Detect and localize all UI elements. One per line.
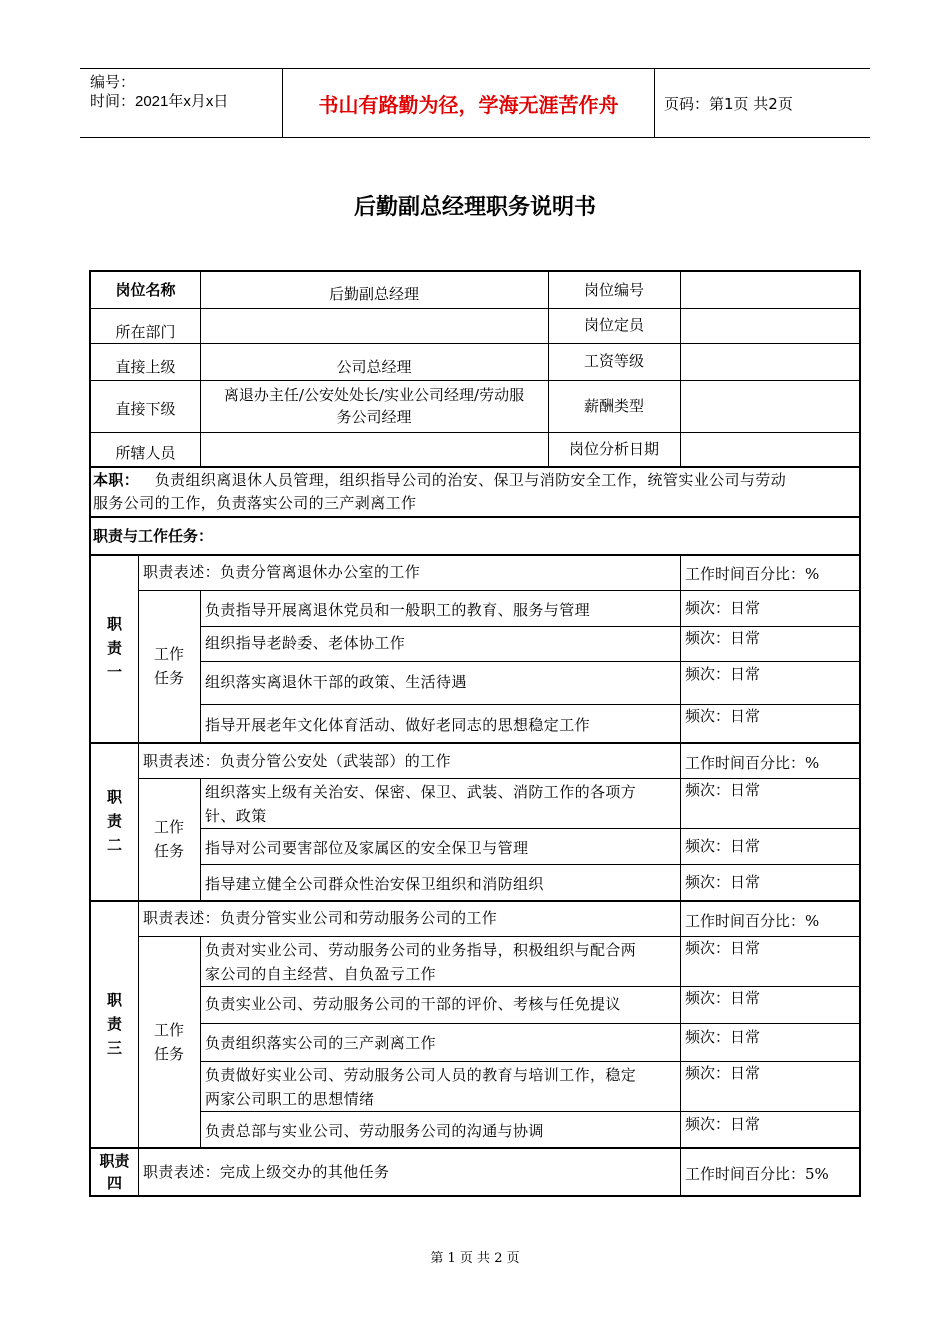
duty-label-char: 职责 [99, 1152, 130, 1170]
task-text [200, 780, 680, 828]
subordinates-line: 务公司经理 [336, 408, 412, 426]
duty-1-time-percent: 工作时间百分比：% [685, 564, 820, 583]
staff-value [200, 432, 548, 466]
duty-label-char: 四 [106, 1174, 122, 1192]
superior-value: 公司总经理 [336, 358, 412, 376]
duty-label-char: 三 [106, 1038, 122, 1057]
task-text-line: 负责对实业公司、劳动服务公司的业务指导，积极组织与配合两 [205, 941, 637, 959]
pay-type-label: 薪酬类型 [583, 396, 644, 415]
task-frequency: 频次：日常 [685, 1115, 761, 1133]
subordinates-value [200, 384, 548, 432]
task-text-line: 负责做好实业公司、劳动服务公司人员的教育与培训工作，稳定 [205, 1066, 637, 1084]
duties-heading: 职责与工作任务： [93, 526, 214, 545]
department-label: 所在部门 [115, 322, 176, 341]
task-frequency: 频次：日常 [685, 872, 761, 891]
task-frequency: 频次：日常 [685, 665, 761, 683]
header-meta [80, 69, 282, 137]
work-tasks-label-line: 工作 [153, 1020, 184, 1039]
task-text: 负责总部与实业公司、劳动服务公司的沟通与协调 [205, 1121, 544, 1140]
document-date: 时间：2021年x月x日 [90, 93, 229, 110]
duty-3-statement: 职责表述：负责分管实业公司和劳动服务公司的工作 [143, 908, 498, 927]
task-frequency: 频次：日常 [685, 939, 761, 957]
duty-3-time-percent: 工作时间百分比：% [685, 911, 820, 930]
duty-2-label [91, 742, 138, 900]
position-code-value [680, 272, 859, 308]
duty-2-time-percent: 工作时间百分比：% [685, 753, 820, 772]
job-summary [93, 469, 857, 517]
position-name-value: 后勤副总经理 [328, 284, 419, 303]
task-frequency: 频次：日常 [685, 598, 761, 617]
duty-label-char: 职 [106, 615, 122, 633]
header-motto: 书山有路勤为径，学海无涯苦作舟 [282, 69, 655, 137]
task-text [200, 1063, 680, 1111]
duty-4-label [91, 1147, 138, 1197]
task-text: 负责实业公司、劳动服务公司的干部的评价、考核与任免提议 [205, 995, 621, 1013]
task-text: 指导建立健全公司群众性治安保卫组织和消防组织 [205, 874, 544, 893]
task-frequency: 频次：日常 [685, 1064, 761, 1082]
task-frequency: 频次：日常 [685, 707, 761, 725]
task-text-line: 针、政策 [205, 807, 267, 825]
task-text-line: 家公司的自主经营、自负盈亏工作 [205, 965, 437, 983]
task-frequency: 频次：日常 [685, 629, 761, 647]
duty-1-label [91, 554, 138, 742]
job-summary-text: 服务公司的工作，负责落实公司的三产剥离工作 [93, 494, 417, 512]
task-text: 组织落实离退休干部的政策、生活待遇 [205, 673, 467, 691]
duty-label-char: 责 [106, 812, 122, 830]
task-text: 组织指导老龄委、老体协工作 [205, 634, 406, 652]
duty-4-time-percent: 工作时间百分比：5% [685, 1164, 829, 1183]
task-text-line: 组织落实上级有关治安、保密、保卫、武装、消防工作的各项方 [205, 783, 637, 801]
job-description-table [89, 270, 861, 1197]
work-tasks-label-line: 工作 [153, 818, 184, 836]
duty-label-char: 责 [106, 639, 122, 657]
duty-label-char: 二 [106, 836, 122, 854]
headcount-label: 岗位定员 [583, 316, 644, 334]
position-name-label: 岗位名称 [115, 280, 176, 299]
task-text: 负责指导开展离退休党员和一般职工的教育、服务与管理 [205, 600, 591, 619]
task-frequency: 频次：日常 [685, 836, 761, 855]
duty-label-char: 责 [106, 1014, 122, 1033]
document-number-label: 编号： [90, 74, 136, 91]
task-frequency: 频次：日常 [685, 781, 761, 799]
duty-3-label [91, 900, 138, 1147]
job-summary-text: 负责组织离退休人员管理，组织指导公司的治安、保卫与消防安全工作，统管实业公司与劳动 [154, 471, 787, 489]
page-footer: 第 1 页 共 2 页 [430, 1251, 520, 1266]
task-text-line: 两家公司职工的思想情绪 [205, 1090, 375, 1108]
document-title: 后勤副总经理职务说明书 [353, 195, 596, 220]
analysis-date-label: 岗位分析日期 [568, 439, 659, 458]
job-summary-label: 本职： [93, 471, 140, 489]
staff-label: 所辖人员 [115, 443, 176, 462]
analysis-date-value [680, 432, 859, 466]
page-header [80, 68, 870, 138]
task-frequency: 频次：日常 [685, 989, 761, 1007]
subordinates-line: 离退办主任/公安处处长/实业公司经理/劳动服 [223, 386, 525, 404]
duty-3-work-tasks-label [138, 936, 200, 1147]
headcount-value [680, 308, 859, 343]
position-code-label: 岗位编号 [583, 280, 644, 299]
department-value [200, 308, 548, 343]
duty-1-work-tasks-label [138, 590, 200, 742]
duty-2-statement: 职责表述：负责分管公安处（武装部）的工作 [143, 751, 452, 770]
task-text [200, 938, 680, 986]
work-tasks-label-line: 任务 [153, 842, 184, 860]
task-frequency: 频次：日常 [685, 1028, 761, 1046]
duty-label-char: 一 [106, 663, 122, 681]
work-tasks-label-line: 任务 [153, 1044, 184, 1063]
salary-grade-value [680, 343, 859, 380]
duty-label-char: 职 [106, 788, 122, 806]
pay-type-value [680, 380, 859, 432]
duty-4-statement: 职责表述：完成上级交办的其他任务 [143, 1162, 390, 1181]
subordinates-label: 直接下级 [115, 399, 176, 418]
task-text: 负责组织落实公司的三产剥离工作 [205, 1033, 437, 1052]
work-tasks-label-line: 任务 [153, 669, 184, 687]
duty-1-statement: 职责表述：负责分管离退休办公室的工作 [143, 562, 421, 581]
task-text: 指导对公司要害部位及家属区的安全保卫与管理 [205, 838, 529, 857]
header-page-info: 页码：第1页 共2页 [664, 94, 793, 113]
duty-2-work-tasks-label [138, 778, 200, 900]
salary-grade-label: 工资等级 [583, 352, 644, 370]
superior-label: 直接上级 [115, 358, 176, 376]
duty-label-char: 职 [106, 990, 122, 1009]
work-tasks-label-line: 工作 [153, 645, 184, 663]
task-text: 指导开展老年文化体育活动、做好老同志的思想稳定工作 [205, 715, 591, 734]
